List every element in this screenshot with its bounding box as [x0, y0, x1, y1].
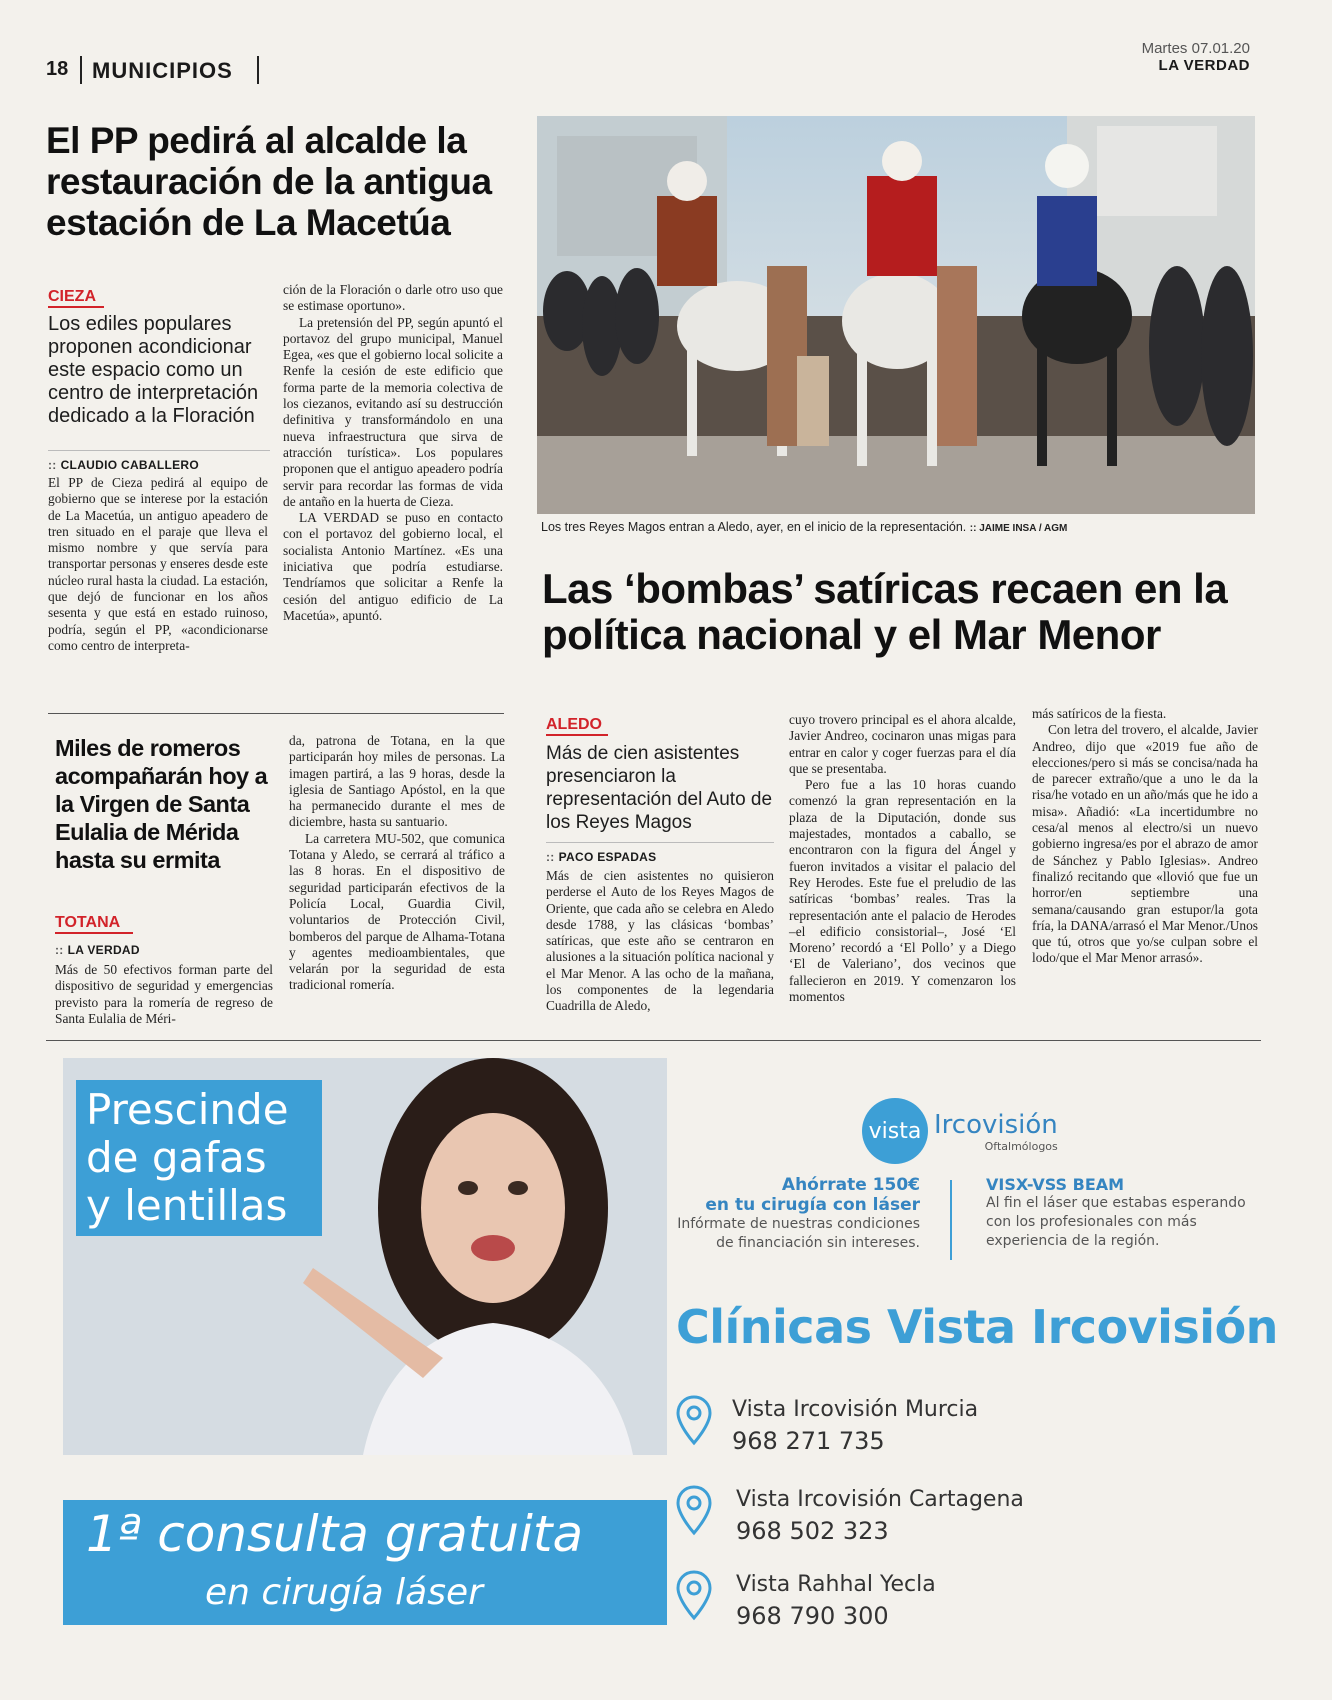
header-divider — [80, 56, 82, 84]
paragraph: cuyo trovero principal es el ahora alcalde, Javier Andreo, cocinaron unas migas para entrar en calor y coger fuerzas para el día que se presentaba. — [789, 712, 1016, 776]
offer-text: de financiación sin intereses. — [716, 1235, 920, 1251]
brand-vista: vista — [868, 1118, 922, 1144]
location-phone[interactable]: 968 790 300 — [736, 1602, 889, 1630]
three-kings-photo — [537, 116, 1255, 514]
ad-headline-line: y lentillas — [86, 1181, 288, 1230]
byline-marker-icon: :: — [55, 943, 64, 957]
kicker-underline — [546, 734, 608, 736]
ad-separator — [46, 1040, 1261, 1041]
tech-text: experiencia de la región. — [986, 1233, 1160, 1249]
caption-text: Los tres Reyes Magos entran a Aledo, ayer, en el inicio de la representación. — [541, 520, 967, 534]
page-number: 18 — [46, 58, 69, 80]
issue-date: Martes 07.01.20 — [1141, 40, 1250, 57]
byline-marker-icon: :: — [48, 458, 57, 472]
divider — [546, 842, 774, 843]
ad-headline-line: de gafas — [86, 1133, 267, 1182]
offer-title: Ahórrate 150€ — [781, 1175, 920, 1195]
article1-kicker: CIEZA — [48, 288, 96, 305]
section-divider — [48, 713, 504, 714]
paragraph: ción de la Floración o darle otro uso que se estimase oportuno». — [283, 282, 503, 314]
byline-name: LA VERDAD — [67, 943, 140, 957]
article3-dek: Más de cien asistentes presenciaron la representación del Auto de los Reyes Magos — [546, 743, 773, 833]
newspaper-name: LA VERDAD — [1158, 57, 1250, 74]
map-pin-icon — [676, 1485, 712, 1537]
article3-column-3 — [1032, 706, 1258, 967]
news-photo — [537, 116, 1255, 514]
article1-column-2 — [283, 282, 503, 624]
article3-kicker: ALEDO — [546, 716, 602, 733]
byline-name: PACO ESPADAS — [558, 850, 657, 864]
paragraph: da, patrona de Totana, en la que participarán hoy miles de personas. La imagen partirá, a las 9 horas, desde la iglesia de Santiago Apóstol, en la que ha permanecido durante el mes de diciembre, hasta su santuario. — [289, 733, 505, 830]
map-pin-icon — [676, 1570, 712, 1622]
article2-byline — [55, 943, 140, 957]
tech-text: con los profesionales con más — [986, 1214, 1197, 1230]
credit-marker-icon: :: — [969, 523, 980, 534]
byline-marker-icon: :: — [546, 850, 555, 864]
article1-headline: El PP pedirá al alcalde la restauración de la antigua estación de La Macetúa — [46, 120, 492, 243]
ad-offer — [660, 1175, 920, 1253]
paragraph: La carretera MU-502, que comunica Totana y Aledo, se cerrará al tráfico a las 8 horas. En el dispositivo de seguridad participarán efectivos de la Policía Local, Guardia Civil, voluntarios de Protección Civil, bomberos del parque de Alhama-Totana y agentes medioambientales, que velarán por la seguridad de esta tradicional romería. — [289, 830, 505, 993]
brand-circle-icon — [862, 1098, 928, 1164]
article2-headline: Miles de romeros acompañarán hoy a la Virgen de Santa Eulalia de Mérida hasta su ermita — [55, 735, 268, 873]
brand-name: Ircovisión — [934, 1109, 1058, 1140]
kicker-underline — [55, 932, 133, 934]
location-name: Vista Ircovisión Cartagena — [736, 1487, 1024, 1512]
location-name: Vista Ircovisión Murcia — [732, 1397, 979, 1422]
paragraph: Pero fue a las 10 horas cuando comenzó la gran representación en la plaza de la Diputación, donde sus majestades, montados a caballo, se encontraron con la figura del Ángel y fueron invitados a visitar el palacio del Rey Herodes. Este fue el preludio de las satíricas ‘bombas’ reales. Tras la representación ante el palacio de Herodes –el edificio consistorial–, José ‘El Moreno’ recordó a ‘El Pollo’ y a Diego ‘El de Valeriano’, dos vecinos que fallecieron en 2019. Y comenzaron los momentos — [789, 777, 1016, 1005]
article3-headline: Las ‘bombas’ satíricas recaen en la política nacional y el Mar Menor — [542, 565, 1228, 658]
location-name: Vista Rahhal Yecla — [736, 1572, 936, 1597]
kicker-underline — [48, 306, 104, 308]
section-title: MUNICIPIOS — [92, 58, 233, 83]
offer-divider — [950, 1180, 952, 1260]
article3-column-2 — [789, 712, 1016, 1005]
offer-text: Infórmate de nuestras condiciones — [677, 1216, 920, 1232]
paragraph: Con letra del trovero, el alcalde, Javier Andreo, dijo que «2019 fue año de elecciones/pero si más se concisa/nada ha de parecer extraño/que a uno le da la risa/he votado en un año/más que he ido a misa». Añadió: «La incertidumbre no cesa/al menos al electro/si un nuevo gobierno ingresa/es por el abrazo de amor de Sánchez y Pablo Iglesias». Andreo finalizó recitando que «llovió que fue un horror/en septiembre una semana/causando gran estupor/la gota fría, la DANA/arrasó el Mar Menor./Unos que tú, otros que yo/se culpan sobre el lodo/que el Mar Menor arrasó». — [1032, 722, 1258, 966]
offer-subtitle: en tu cirugía con láser — [705, 1195, 920, 1215]
map-pin-icon — [676, 1395, 712, 1447]
article3-byline — [546, 850, 656, 864]
ad-promo-line-1: 1ª consulta gratuita — [86, 1505, 584, 1563]
tech-text: Al fin el láser que estabas esperando — [986, 1195, 1246, 1211]
ad-promo-line-2: en cirugía láser — [205, 1572, 483, 1613]
location-phone[interactable]: 968 271 735 — [732, 1427, 885, 1455]
ad-headline-box — [76, 1080, 322, 1236]
header-divider — [257, 56, 259, 84]
article2-kicker: TOTANA — [55, 914, 121, 931]
article2-column-1: Más de 50 efectivos forman parte del dispositivo de seguridad y emergencias previsto para la romería de regreso de Santa Eulalia de Méri- — [55, 962, 273, 1026]
paragraph: La pretensión del PP, según apuntó el portavoz del grupo municipal, Manuel Egea, «es que el gobierno local solicite a Renfe la cesión de este edificio que forma parte de la memoria colectiva de los ciezanos, evitando así su destrucción definitiva y transformándolo en una nueva infraestructura que sirva de atracción turística». Los populares proponen que el antiguo apeadero podría servir para recordar las formas de vida de antaño en la huerta de Cieza. — [283, 314, 503, 509]
brand-subtitle: Oftalmólogos — [984, 1139, 1058, 1153]
article2-column-2 — [289, 733, 505, 994]
ad-headline-line: Prescinde — [86, 1085, 289, 1134]
clinics-title: Clínicas Vista Ircovisión — [676, 1300, 1278, 1354]
article3-column-1: Más de cien asistentes no quisieron perderse el Auto de los Reyes Magos de Oriente, que cada año se celebra en Aledo desde 1788, y las clásicas ‘bombas’ satíricas, que este año se centraron en alusiones a la situación política nacional y el Mar Menor. A las ocho de la mañana, los componentes de la legendaria Cuadrilla de Aledo, — [546, 868, 774, 1014]
photo-caption — [541, 520, 1067, 534]
article1-column-1: El PP de Cieza pedirá al equipo de gobierno que se interese por la estación de La Macetúa, un antiguo apeadero de tren situado en el paraje que lleva el mismo nombre y que servía para transportar personas y enseres desde este núcleo rural hasta la ciudad. La estación, que dejó de funcionar en los años sesenta y que está en estado ruinoso, podría, según el PP, «acondicionarse como centro de interpreta- — [48, 475, 268, 653]
tech-title: VISX-VSS BEAM — [986, 1175, 1125, 1194]
photo-credit: JAIME INSA / AGM — [979, 523, 1068, 534]
paragraph: LA VERDAD se puso en contacto con el portavoz del gobierno local, el socialista Antonio Martínez. «Es una iniciativa que podría estudiarse. Tendríamos que solicitar a Renfe la cesión del antiguo edificio de La Macetúa», apuntó. — [283, 510, 503, 623]
paragraph: más satíricos de la fiesta. — [1032, 706, 1167, 721]
byline-name: CLAUDIO CABALLERO — [60, 458, 200, 472]
brand-logo[interactable] — [862, 1098, 1058, 1164]
article1-dek: Los ediles populares proponen acondicionar este espacio como un centro de interpretación dedicado a la Floración — [48, 313, 259, 427]
divider — [48, 450, 270, 451]
article1-byline — [48, 458, 199, 472]
ad-technology — [986, 1175, 1256, 1251]
location-phone[interactable]: 968 502 323 — [736, 1517, 889, 1545]
